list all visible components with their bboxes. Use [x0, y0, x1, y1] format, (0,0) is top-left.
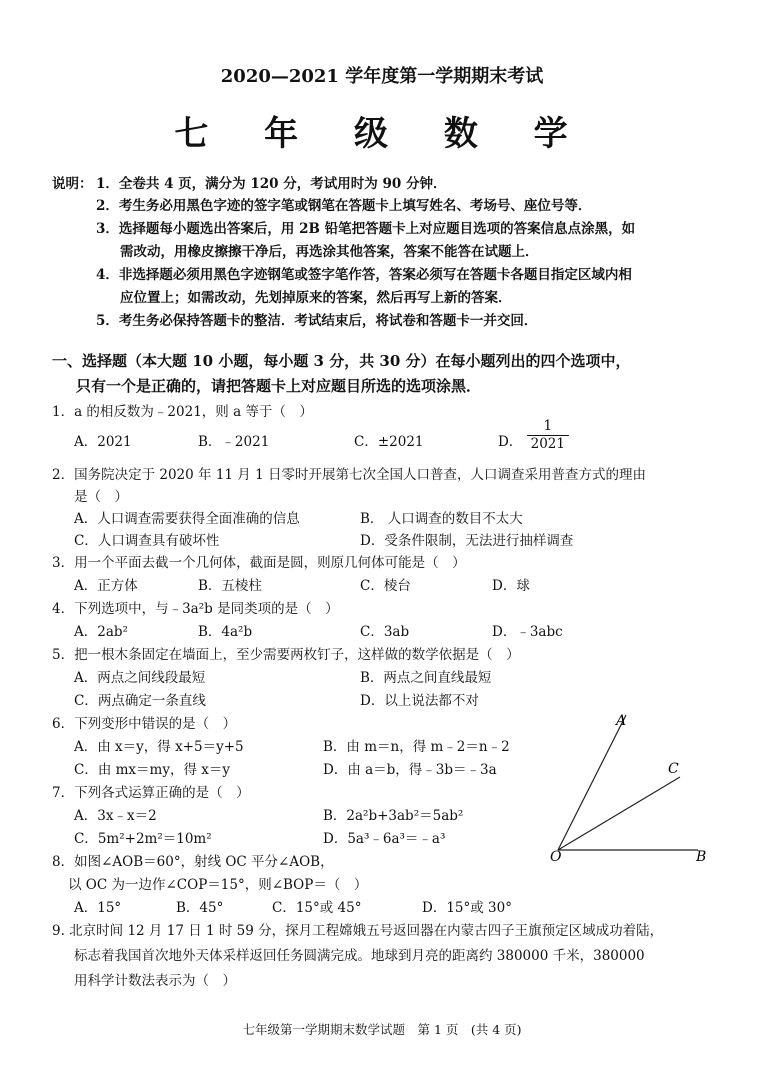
q5-stem: 5．把一根木条固定在墙面上，至少需要两枚钉子，这样做的数学依据是（ ）	[52, 647, 520, 663]
subject-title: 七 年 级 数 学	[174, 114, 590, 154]
q3-stem: 3．用一个平面去截一个几何体，截面是圆，则原几何体可能是（ ）	[52, 555, 466, 571]
q2-option-d: D．受条件限制，无法进行抽样调查	[360, 533, 574, 549]
q5-option-c: C．两点确定一条直线	[74, 693, 206, 709]
q1-option-d-label: D．	[498, 434, 523, 450]
q4-option-b: B．4a²b	[198, 624, 253, 640]
q8-option-c: C．15°或 45°	[272, 900, 362, 916]
note-line-1: 1．全卷共 4 页，满分为 120 分，考试用时为 90 分钟．	[96, 176, 447, 192]
label-c: C	[668, 761, 679, 777]
q2-option-c: C．人口调查具有破坏性	[74, 533, 220, 549]
note-line-3b: 需改动，用橡皮擦擦干净后，再选涂其他答案，答案不能答在试题上．	[120, 244, 539, 260]
q7-option-b: B．2a²b+3ab²＝5ab²	[323, 808, 464, 824]
notes-label: 说明：	[52, 176, 93, 192]
q1-option-c: C．±2021	[354, 434, 424, 450]
q6-stem: 6．下列变形中错误的是（ ）	[52, 716, 237, 732]
q4-option-c: C．3ab	[360, 624, 410, 640]
q1-option-a: A．2021	[74, 434, 132, 450]
q4-option-a: A．2ab²	[74, 624, 128, 640]
q7-stem: 7．下列各式运算正确的是（ ）	[52, 785, 250, 801]
section1-heading-line1: 一、选择题（本大题 10 小题，每小题 3 分，共 30 分）在每小题列出的四个选项中，	[52, 352, 631, 370]
q6-option-a: A．由 x＝y，得 x+5＝y+5	[74, 739, 244, 755]
q9-stem-line1: 9. 北京时间 12 月 17 日 1 时 59 分，探月工程嫦娥五号返回器在内蒙古四子王旗预定区域成功着陆，	[52, 923, 664, 939]
q4-stem: 4．下列选项中，与﹣3a²b 是同类项的是（ ）	[52, 601, 339, 617]
q6-option-d: D．由 a＝b，得﹣3b＝﹣3a	[323, 762, 497, 778]
q8-option-b: B．45°	[176, 900, 224, 916]
q8-stem-line1: 8．如图∠AOB＝60°，射线 OC 平分∠AOB，	[52, 854, 334, 870]
note-line-2: 2．考生务必用黑色字迹的签字笔或钢笔在答题卡上填写姓名、考场号、座位号等．	[96, 198, 592, 214]
q7-option-a: A．3x﹣x＝2	[74, 808, 157, 824]
q3-option-c: C．棱台	[360, 578, 411, 594]
fraction-denominator: 2021	[530, 436, 565, 452]
q3-option-b: B．五棱柱	[198, 578, 262, 594]
q5-option-b: B．两点之间直线最短	[360, 670, 492, 686]
note-line-4b: 应位置上；如需改动，先划掉原来的答案，然后再写上新的答案．	[120, 290, 512, 306]
q6-option-b: B．由 m＝n，得 m﹣2＝n﹣2	[323, 739, 510, 755]
q2-stem-line2: 是（ ）	[74, 489, 128, 505]
label-a: A	[616, 713, 627, 729]
q1-option-d	[498, 418, 569, 453]
q8-stem-line2: 以 OC 为一边作∠COP＝15°，则∠BOP＝（ ）	[68, 877, 368, 893]
q3-option-a: A．正方体	[74, 578, 138, 594]
q1-option-d-fraction	[527, 418, 569, 453]
q4-option-d: D．﹣3abc	[492, 624, 563, 640]
q1-option-b: B．﹣2021	[198, 434, 270, 450]
angle-figure	[540, 705, 720, 865]
q6-option-c: C．由 mx＝my，得 x＝y	[74, 762, 230, 778]
q9-stem-line3: 用科学计数法表示为（ ）	[74, 973, 236, 989]
q9-stem-line2: 标志着我国首次地外天体采样返回任务圆满完成。地球到月亮的距离约 380000 千米，380000	[74, 948, 645, 964]
q1-stem: 1．a 的相反数为﹣2021，则 a 等于（ ）	[52, 404, 313, 420]
note-line-4: 4．非选择题必须用黑色字迹钢笔或签字笔作答，答案必须写在答题卡各题目指定区域内相	[96, 267, 632, 283]
q5-option-a: A．两点之间线段最短	[74, 670, 206, 686]
q3-option-d: D．球	[492, 578, 530, 594]
q2-stem-line1: 2．国务院决定于 2020 年 11 月 1 日零时开展第七次全国人口普查，人口调查采用普查方式的理由	[52, 467, 646, 483]
q2-option-a: A．人口调查需要获得全面准确的信息	[74, 511, 300, 527]
label-b: B	[696, 849, 707, 865]
note-line-3: 3．选择题每小题选出答案后，用 2B 铅笔把答题卡上对应题目选项的答案信息点涂黑，如	[96, 221, 636, 237]
exam-title: 2020—2021 学年度第一学期期末考试	[220, 66, 544, 87]
section1-heading-line2: 只有一个是正确的，请把答题卡上对应题目所选的选项涂黑．	[76, 377, 482, 395]
q5-option-d: D．以上说法都不对	[360, 693, 479, 709]
note-line-5: 5．考生务必保持答题卡的整洁．考试结束后，将试卷和答题卡一并交回．	[96, 313, 538, 329]
q7-option-d: D．5a³﹣6a³＝﹣a³	[323, 831, 446, 847]
fraction-numerator: 1	[527, 418, 569, 436]
label-o: O	[550, 849, 562, 865]
q8-option-d: D．15°或 30°	[422, 900, 512, 916]
q7-option-c: C．5m²+2m²＝10m²	[74, 831, 212, 847]
q8-option-a: A．15°	[74, 900, 122, 916]
page-footer: 七年级第一学期期末数学试题 第 1 页 (共 4 页)	[242, 1022, 522, 1037]
q2-option-b: B． 人口调查的数目不太大	[360, 511, 523, 527]
